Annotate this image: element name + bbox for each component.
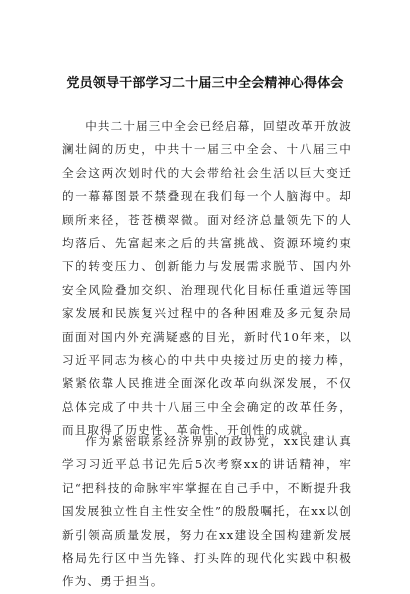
document-paragraph: 中共二十届三中全会已经启幕，回望改革开放波澜壮阔的历史，中共十一届三中全会、十八届三中全会这两次划时代的大会带给社会生活以巨大变迁的一幕幕图景不禁叠现在我们每一个人脑海中。却顾所来径，苍苍横翠微。面对经济总量领先下的人均落后、先富起来之后的共富挑战、资源环境约束下的转变压力、创新能力与发展需求脱节、国内外安全风险叠加交织、治理现代化目标任重道远等国家发展和民族复兴过程中的各种困难及多元复杂局面面对国内外充满疑惑的目光，新时代10年来，以习近平同志为核心的中共中央接过历史的接力棒，紧紧依靠人民推进全面深化改革向纵深发展，不仅总体完成了中共十八届三中全会确定的改革任务，而且取得了历史性、革命性、开创性的成就。	[62, 119, 352, 438]
document-title: 党员领导干部学习二十届三中全会精神心得体会	[66, 76, 344, 91]
document-paragraph: 作为紧密联系经济界别的政协党，xx民建认真学习习近平总书记先后5次考察xx的讲话精神，牢记“把科技的命脉牢牢掌握在自己手中，不断提升我国发展独立性自主性安全性”的殷殷嘱托，在xx以创新引领高质量发展，努力在xx建设全国构建新发展格局先行区中当先锋、打头阵的现代化实践中积极作为、勇于担当。	[62, 434, 352, 589]
